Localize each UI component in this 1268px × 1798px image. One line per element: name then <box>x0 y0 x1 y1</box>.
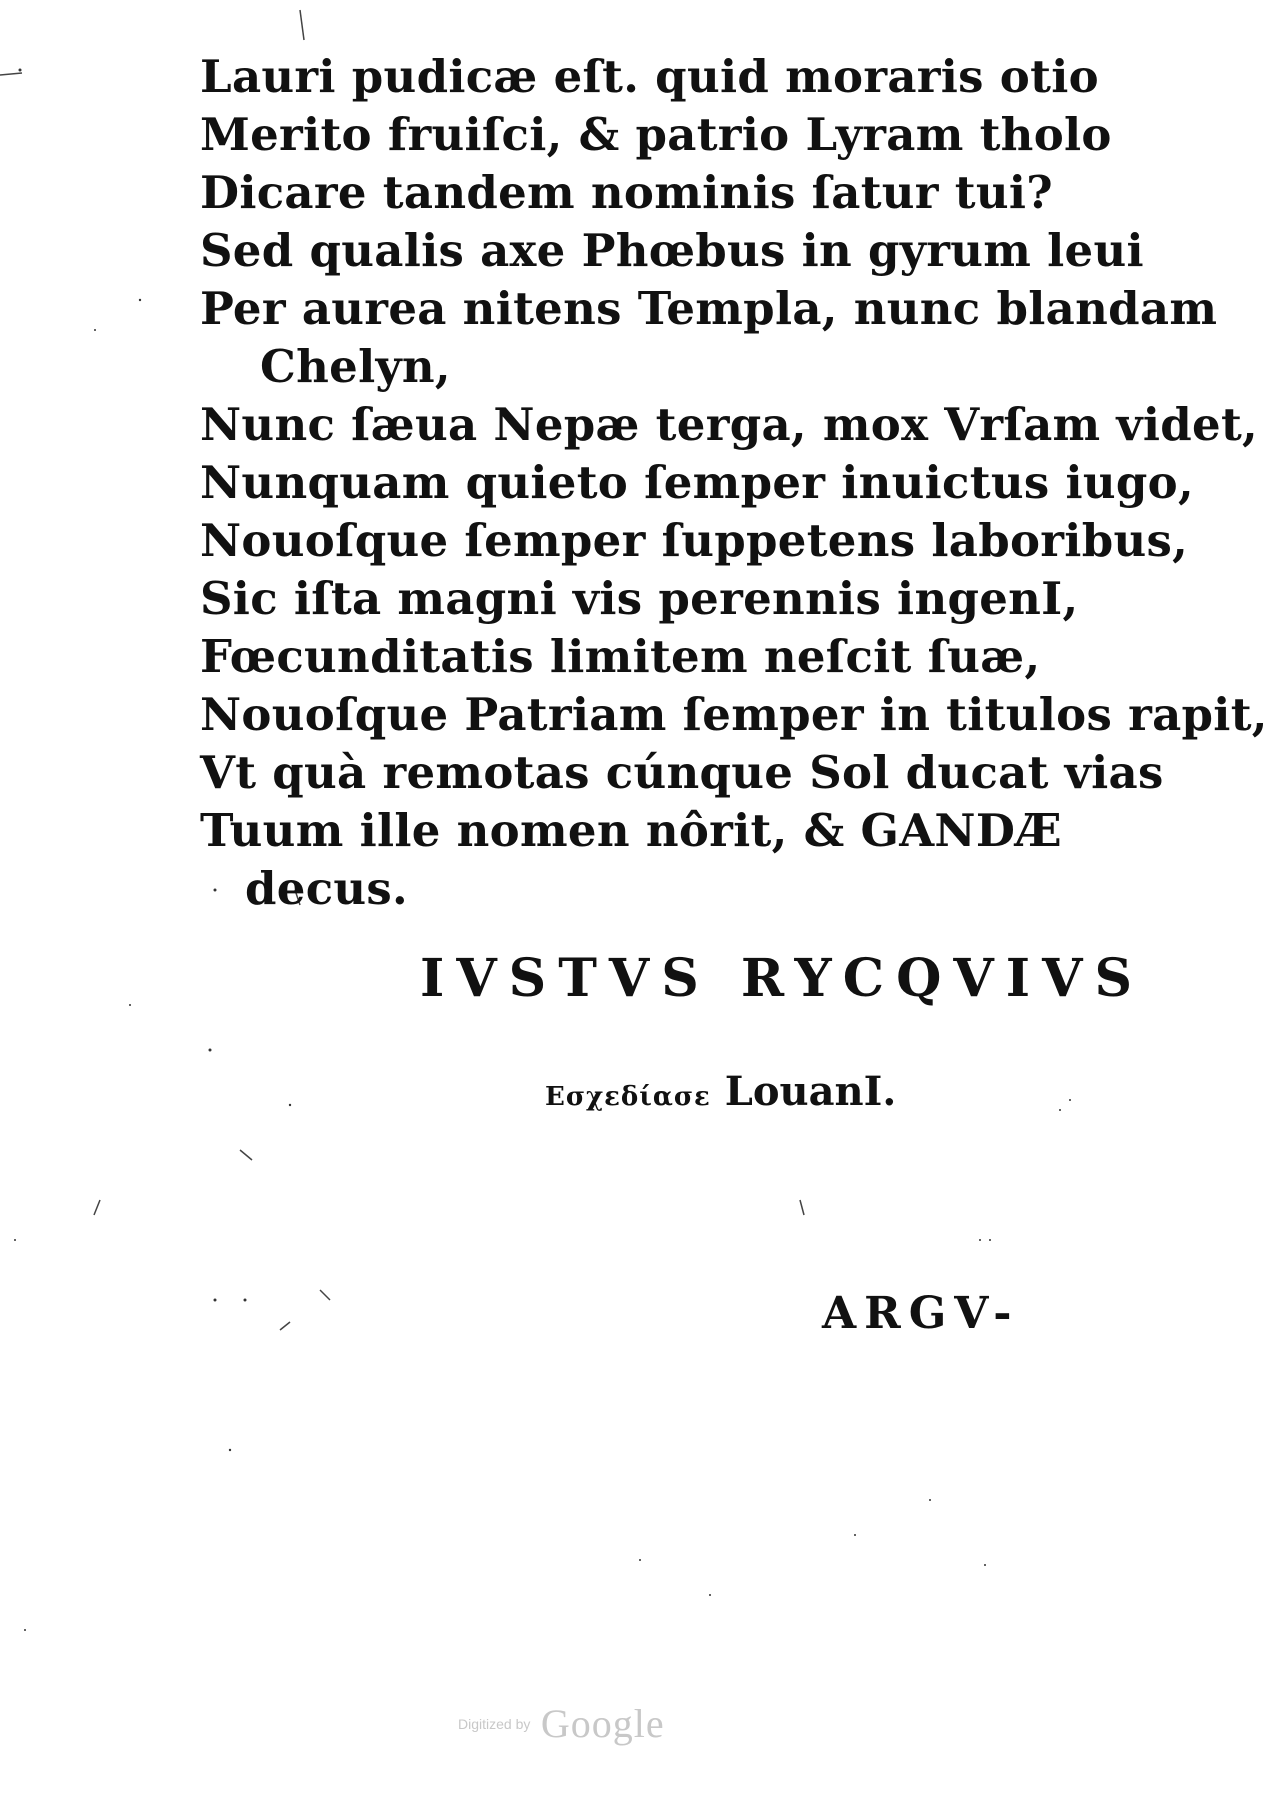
poem-line: Per aurea nitens Templa, nunc blandam <box>200 282 1218 335</box>
poem-line: Chelyn, <box>260 340 451 393</box>
watermark-prefix: Digitized by <box>458 1715 531 1732</box>
poem-line: Fœcunditatis limitem neſcit ſuæ, <box>200 630 1041 683</box>
poem-line: Nouoſque ſemper ſuppetens laboribus, <box>200 514 1189 567</box>
poem-line: Nouoſque Patriam ſemper in titulos rapit, <box>200 688 1268 741</box>
poem-line: Tuum ille nomen nôrit, & GANDÆ <box>200 804 1063 857</box>
digitization-watermark <box>458 1700 665 1747</box>
author-title <box>545 1068 896 1115</box>
catchword: ARGV- <box>822 1288 1020 1339</box>
poem-line: Nunquam quieto ſemper inuictus iugo, <box>200 456 1194 509</box>
poem-line: decus. <box>245 862 409 915</box>
poem-line: Nunc ſæua Nepæ terga, mox Vrſam videt, <box>200 398 1259 451</box>
poem-line: Sic iſta magni vis perennis ingenI, <box>200 572 1079 625</box>
poem-line: Sed qualis axe Phœbus in gyrum leui <box>200 224 1144 277</box>
author-name: IVSTVS RYCQVIVS <box>420 948 1144 1009</box>
poem-line: Dicare tandem nominis ſatur tui? <box>200 166 1053 219</box>
title-greek: Εσχεδίασε <box>545 1082 711 1112</box>
title-place: LouanI. <box>724 1068 897 1115</box>
poem-line: Vt quà remotas cúnque Sol ducat vias <box>200 746 1164 799</box>
poem-text <box>200 48 1268 918</box>
poem-line: Merito fruiſci, & patrio Lyram tholo <box>200 108 1112 161</box>
poem-line: Lauri pudicæ eſt. quid moraris otio <box>200 50 1099 103</box>
google-logo: Google <box>540 1701 665 1746</box>
